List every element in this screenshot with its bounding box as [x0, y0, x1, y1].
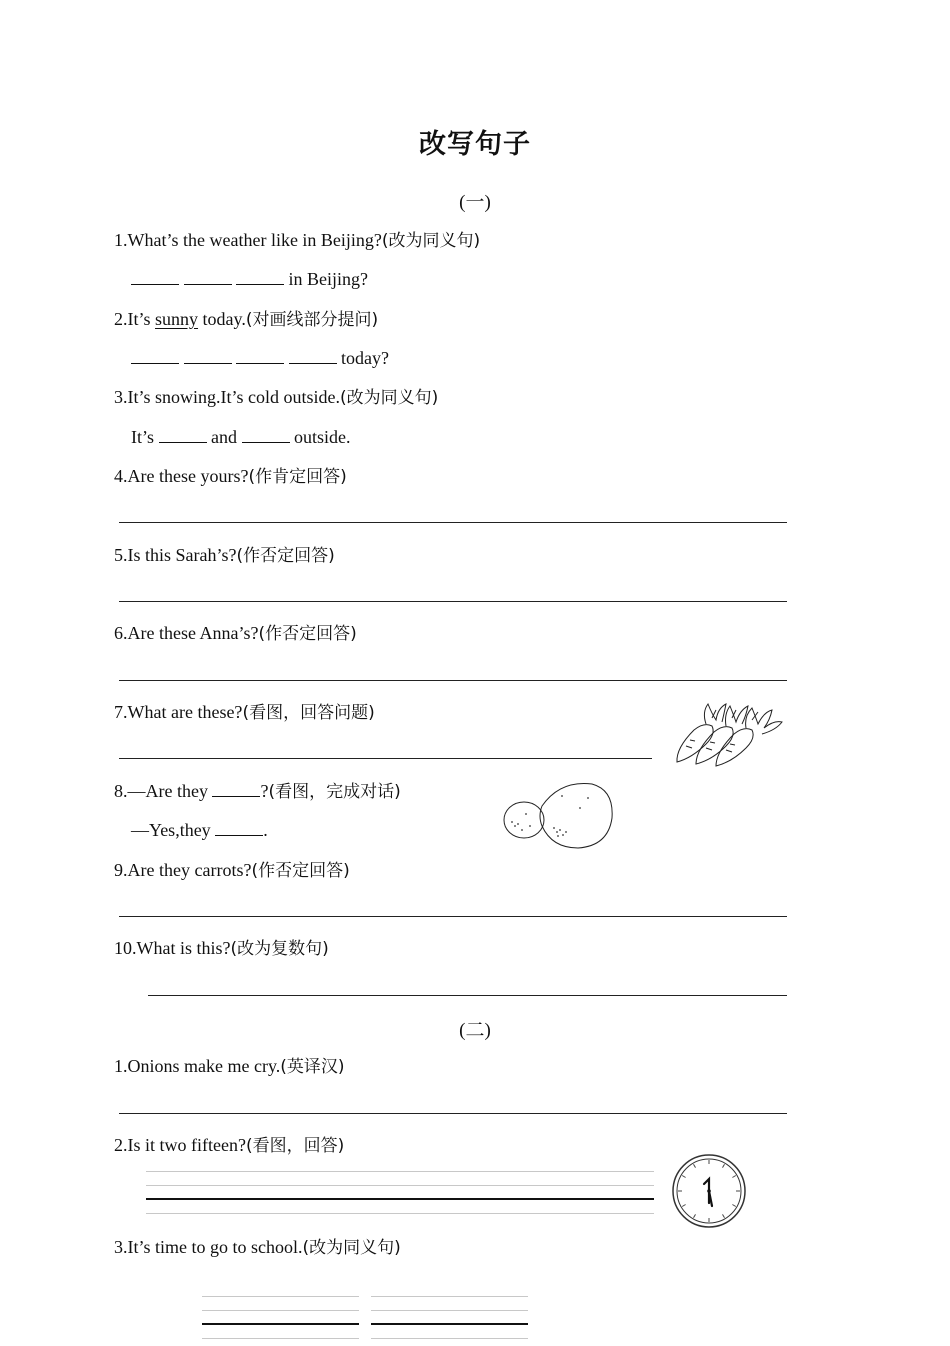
potatoes-illustration — [502, 780, 617, 852]
blank-input[interactable] — [184, 267, 232, 285]
question-2: 2.It’s sunny today.(对画线部分提问) — [114, 309, 379, 330]
blank-input[interactable] — [215, 818, 263, 836]
underlined-word: sunny — [155, 309, 199, 329]
answer-line[interactable] — [119, 758, 652, 759]
question-8-answer: —Yes,they . — [131, 820, 268, 840]
blank-input[interactable] — [131, 346, 179, 364]
clock-illustration — [670, 1152, 748, 1230]
blank-input[interactable] — [131, 267, 179, 285]
blank-input[interactable] — [236, 346, 284, 364]
answer-line[interactable] — [119, 1113, 787, 1114]
answer-line[interactable] — [119, 680, 787, 681]
answer-line[interactable] — [119, 916, 787, 917]
carrots-illustration — [672, 700, 787, 768]
question-2-answer: today? — [131, 346, 389, 370]
page-title: 改写句子 — [419, 129, 531, 160]
question-4: 4.Are these yours?(作肯定回答) — [114, 466, 347, 487]
blank-input[interactable] — [289, 346, 337, 364]
question-6: 6.Are these Anna’s?(作否定回答) — [114, 623, 357, 644]
blank-input[interactable] — [159, 425, 207, 443]
question-3-answer: It’s and outside. — [131, 427, 351, 447]
answer-line[interactable] — [148, 995, 787, 996]
s2-question-2: 2.Is it two fifteen?(看图，回答) — [114, 1135, 345, 1156]
section-2-heading: (二) — [459, 1020, 491, 1041]
question-10: 10.What is this?(改为复数句) — [114, 938, 329, 959]
blank-input[interactable] — [184, 346, 232, 364]
blank-input[interactable] — [236, 267, 284, 285]
question-7: 7.What are these?(看图，回答问题) — [114, 702, 375, 723]
answer-line[interactable] — [119, 522, 787, 523]
s2-question-1: 1.Onions make me cry.(英译汉) — [114, 1056, 345, 1077]
question-8: 8.—Are they ?(看图，完成对话) — [114, 781, 401, 802]
blank-input[interactable] — [242, 425, 290, 443]
question-9: 9.Are they carrots?(作否定回答) — [114, 860, 350, 881]
question-3: 3.It’s snowing.It’s cold outside.(改为同义句) — [114, 387, 439, 408]
question-1-answer: in Beijing? — [131, 267, 368, 291]
blank-input[interactable] — [212, 779, 260, 797]
answer-line[interactable] — [119, 601, 787, 602]
section-1-heading: (一) — [459, 192, 491, 213]
question-5: 5.Is this Sarah’s?(作否定回答) — [114, 545, 335, 566]
question-1: 1.What’s the weather like in Beijing?(改为同义句) — [114, 230, 481, 251]
s2-question-3: 3.It’s time to go to school.(改为同义句) — [114, 1237, 401, 1258]
